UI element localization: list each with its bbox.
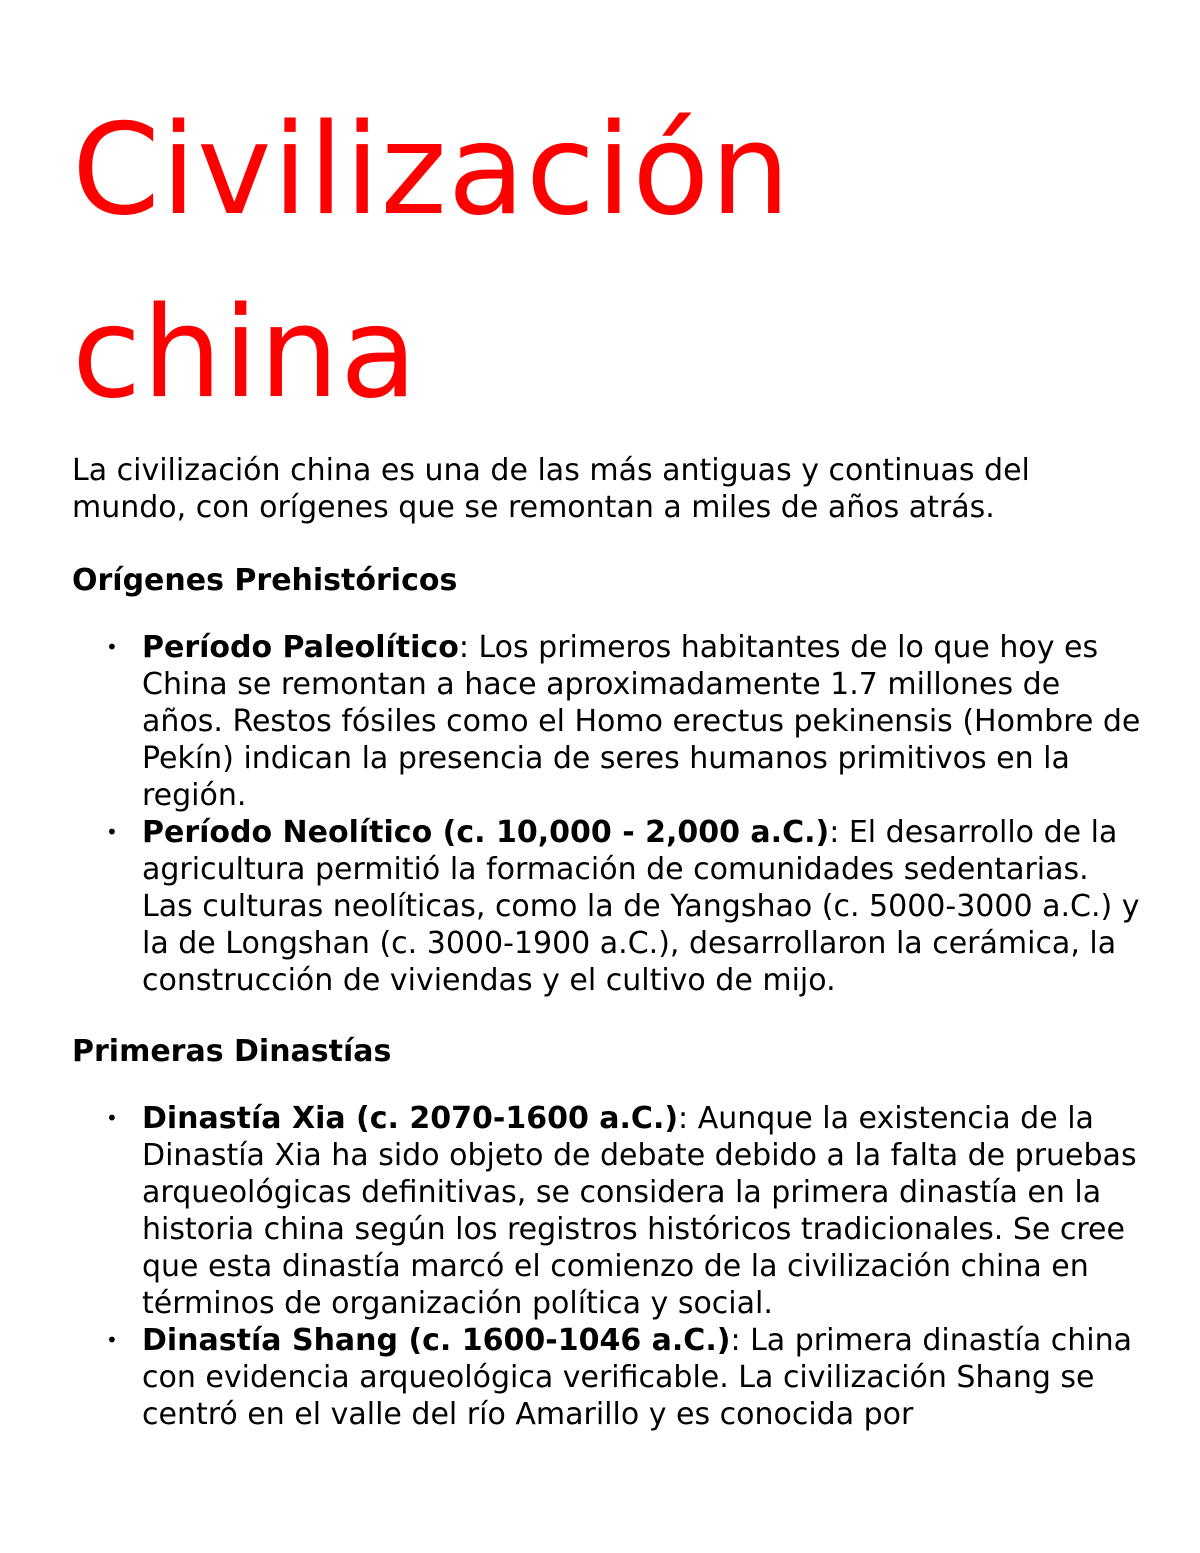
bullet-icon: • [106,1106,118,1130]
item-term: Dinastía Shang (c. 1600-1046 a.C.) [142,1323,731,1358]
bullet-list-dinastias [72,1100,1142,1433]
list-item [72,1100,1142,1322]
item-term: Período Paleolítico [142,630,459,665]
list-item [72,814,1142,999]
list-item [72,629,1142,814]
bullet-list-origenes [72,629,1142,999]
item-term: Dinastía Xia (c. 2070-1600 a.C.) [142,1101,679,1136]
bullet-icon: • [106,820,118,844]
item-term: Período Neolítico (c. 10,000 - 2,000 a.C.) [142,815,830,850]
item-text: : El desarrollo de la agricultura permitió la formación de comunidades sedentarias. Las culturas neolíticas, como la de Yangshao (c. 5000-3000 a.C.) y la de Longshan (c. 3000-1900 a.C.), desarrollaron la cerámica, la construcción de viviendas y el cultivo de mijo. [142,815,1140,998]
section-heading-dinastias: Primeras Dinastías [72,1034,392,1069]
section-heading-origenes: Orígenes Prehistóricos [72,563,458,598]
document-title [72,78,1142,444]
title-line-2: china [72,279,419,426]
item-text: : Los primeros habitantes de lo que hoy es China se remontan a hace aproximadamente 1.7 millones de años. Restos fósiles como el Homo erectus pekinensis (Hombre de Pekín) indican la presencia de seres humanos primitivos en la región. [142,630,1141,813]
bullet-icon: • [106,635,118,659]
intro-paragraph: La civilización china es una de las más antiguas y continuas del mundo, con orígenes que se remontan a miles de años atrás. [72,453,1030,525]
list-item [72,1322,1142,1433]
document-page [72,78,1142,1433]
title-line-1: Civilización [72,96,792,243]
bullet-icon: • [106,1328,118,1352]
item-text: : La primera dinastía china con evidencia arqueológica verificable. La civilización Shang se centró en el valle del río Amarillo y es conocida por [142,1323,1133,1432]
item-text: : Aunque la existencia de la Dinastía Xia ha sido objeto de debate debido a la falta de pruebas arqueológicas definitivas, se considera la primera dinastía en la historia china según los registros históricos tradicionales. Se cree que esta dinastía marcó el comienzo de la civilización china en términos de organización política y social. [142,1101,1137,1321]
